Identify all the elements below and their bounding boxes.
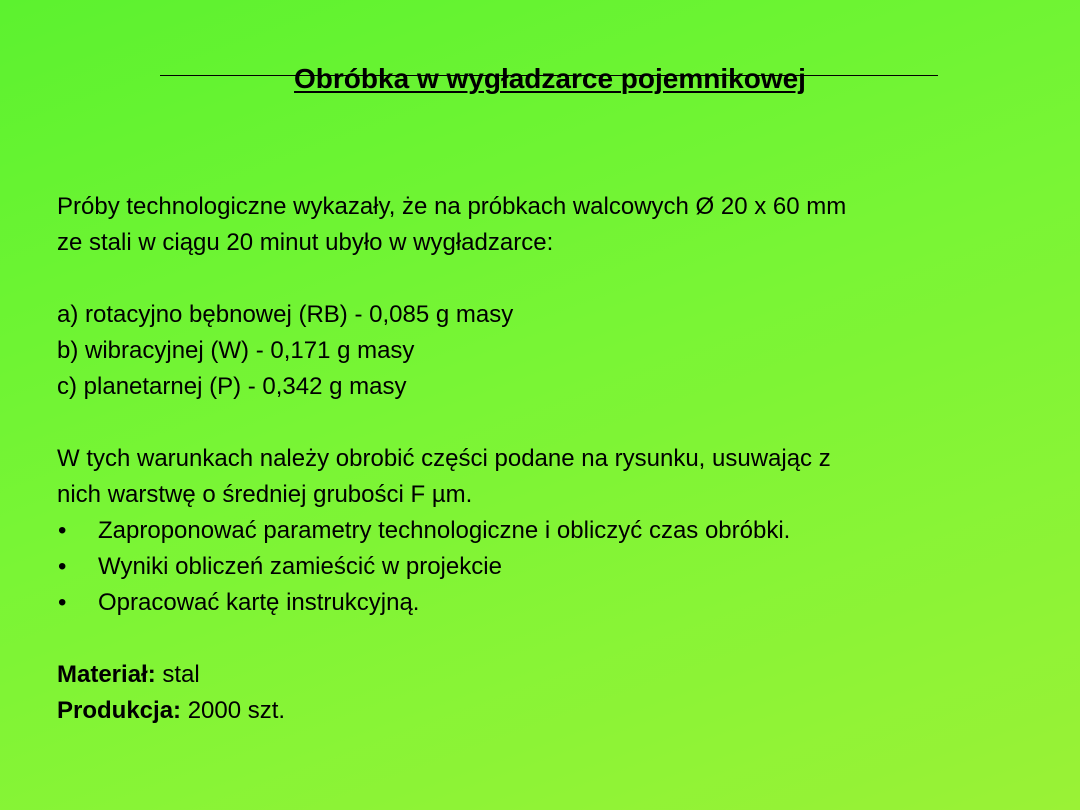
bullet-text: Opracować kartę instrukcyjną.	[98, 589, 420, 616]
bullet-text: Wyniki obliczeń zamieścić w projekcie	[98, 553, 502, 580]
task-line-2: nich warstwę o średniej grubości F µm.	[57, 481, 473, 508]
intro-line-2: ze stali w ciągu 20 minut ubyło w wygładzarce:	[57, 229, 554, 256]
bullet-marker: •	[58, 589, 67, 616]
slide-body	[57, 189, 1047, 729]
production-line	[57, 693, 1047, 729]
bullet-marker: •	[58, 517, 67, 544]
production-label: Produkcja:	[57, 697, 182, 724]
result-item-p: c) planetarnej (P) - 0,342 g masy	[57, 373, 407, 400]
production-value: 2000 szt.	[181, 697, 286, 724]
bullet-item	[57, 549, 1047, 585]
bullet-item	[57, 513, 1047, 549]
bullet-text: Zaproponować parametry technologiczne i obliczyć czas obróbki.	[98, 517, 791, 544]
intro-line-1: Próby technologiczne wykazały, że na próbkach walcowych Ø 20 x 60 mm	[57, 193, 847, 220]
spacer	[57, 405, 1047, 441]
slide-title: Obróbka w wygładzarce pojemnikowej	[294, 63, 806, 94]
spacer	[57, 621, 1047, 657]
material-label: Materiał:	[57, 661, 156, 688]
bullet-item	[57, 585, 1047, 621]
spacer	[57, 261, 1047, 297]
material-line	[57, 657, 1047, 693]
result-item-w: b) wibracyjnej (W) - 0,171 g masy	[57, 337, 415, 364]
material-value: stal	[155, 661, 200, 688]
bullet-marker: •	[58, 553, 67, 580]
result-item-rb: a) rotacyjno bębnowej (RB) - 0,085 g masy	[57, 301, 514, 328]
task-line-1: W tych warunkach należy obrobić części podane na rysunku, usuwając z	[57, 445, 831, 472]
